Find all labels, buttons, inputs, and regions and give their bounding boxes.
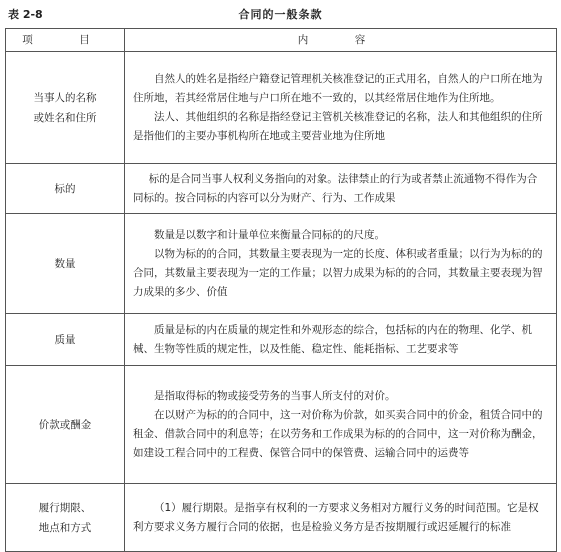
row-item-label: 数量	[54, 257, 76, 270]
content-paragraph: 标的是合同当事人权利义务指向的对象。法律禁止的行为或者禁止流通物不得作为合同标的。按合同标的内容可以分为财产、行为、工作成果	[133, 172, 538, 204]
table-number: 表 2-8	[8, 8, 43, 21]
row-item-label: 价款或酬金	[38, 418, 92, 431]
table-row	[6, 314, 557, 366]
table-row	[6, 366, 557, 484]
row-content-cell	[125, 214, 557, 314]
table-header-row	[6, 29, 557, 52]
row-content-cell	[125, 484, 557, 552]
row-item-cell	[6, 484, 125, 552]
header-content: 内 容	[125, 29, 557, 52]
content-paragraph: 数量是以数字和计量单位来衡量合同标的的尺度。	[154, 228, 385, 241]
table-title: 合同的一般条款	[238, 8, 323, 21]
row-item-line: 履行期限、	[38, 501, 92, 514]
content-paragraph: 自然人的姓名是指经户籍登记管理机关核准登记的正式用名，自然人的户口所在地为住所地，若其经常居住地与户口所在地不一致的，以其经常居住地作为住所地。	[133, 72, 543, 104]
row-item-label: 标的	[54, 182, 76, 195]
table-row	[6, 164, 557, 214]
row-item-label	[39, 498, 92, 538]
row-item-cell	[6, 214, 125, 314]
row-content-cell	[125, 164, 557, 214]
row-content-cell	[125, 52, 557, 164]
contract-terms-table	[5, 28, 557, 552]
row-item-cell	[6, 314, 125, 366]
table-row	[6, 484, 557, 552]
row-item-label: 质量	[54, 333, 76, 346]
row-item-label	[34, 88, 97, 128]
table-row	[6, 214, 557, 314]
content-paragraph: 在以财产为标的的合同中，这一对价称为价款，如买卖合同中的价金，租赁合同中的租金、借款合同中的利息等；在以劳务和工作成果为标的的合同中，这一对价称为酬金，如建设工程合同中的工程费、保管合同中的保管费、运输合同中的运费等	[133, 408, 543, 459]
row-item-cell	[6, 366, 125, 484]
content-paragraph: 以物为标的的合同，其数量主要表现为一定的长度、体积或者重量；以行为为标的的合同，其数量主要表现为一定的工作量；以智力成果为标的的合同，其数量主要表现为智力成果的多少、价值	[133, 247, 543, 298]
row-item-line: 或姓名和住所	[33, 111, 97, 124]
row-item-cell	[6, 164, 125, 214]
row-item-cell	[6, 52, 125, 164]
table-caption	[8, 6, 553, 24]
row-item-line: 地点和方式	[38, 521, 92, 534]
row-content-cell	[125, 366, 557, 484]
row-item-line: 当事人的名称	[33, 91, 97, 104]
content-paragraph: （1）履行期限。是指享有权利的一方要求义务相对方履行义务的时间范围。它是权利方要求义务方履行合同的依据，也是检验义务方是否按期履行或迟延履行的标准	[133, 501, 539, 533]
content-paragraph: 是指取得标的物或接受劳务的当事人所支付的对价。	[154, 389, 396, 402]
content-paragraph: 质量是标的内在质量的规定性和外观形态的综合，包括标的内在的物理、化学、机械、生物等性质的规定性，以及性能、稳定性、能耗指标、工艺要求等	[133, 323, 532, 355]
header-item: 项 目	[6, 29, 125, 52]
table-row	[6, 52, 557, 164]
row-content-cell	[125, 314, 557, 366]
content-paragraph: 法人、其他组织的名称是指经登记主管机关核准登记的名称，法人和其他组织的住所是指他们的主要办事机构所在地或主要营业地为住所地	[133, 110, 543, 142]
